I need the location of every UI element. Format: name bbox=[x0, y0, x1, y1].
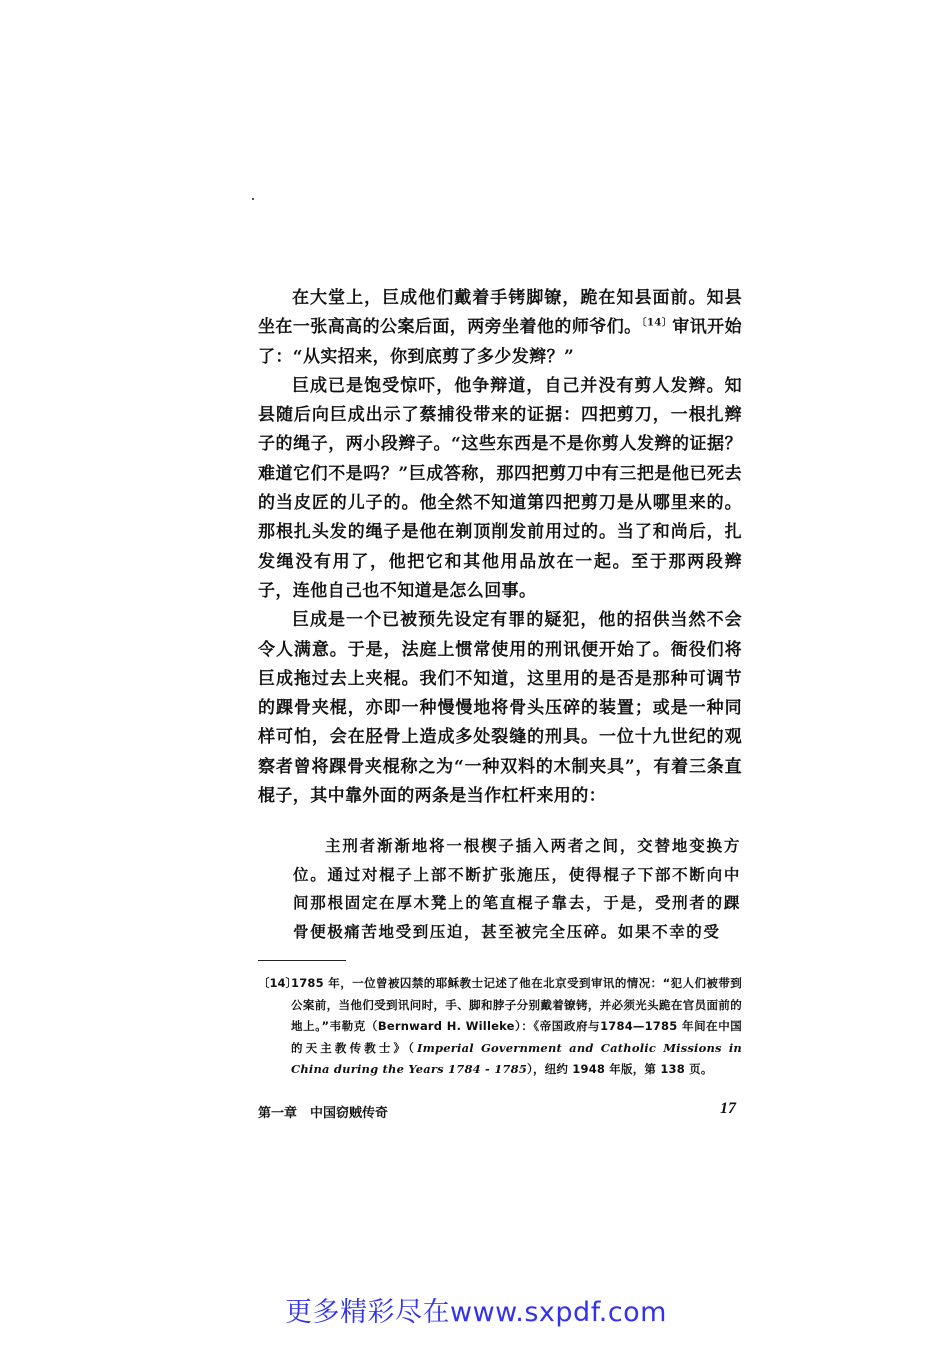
footnote-text-b: ），纽约 1948 年版，第 138 页。 bbox=[527, 1062, 713, 1076]
main-text bbox=[258, 284, 742, 811]
footnote-divider bbox=[258, 960, 346, 961]
paragraph-3: 巨成是一个已被预先设定有罪的疑犯，他的招供当然不会令人满意。于是，法庭上惯常使用的刑讯便开始了。衙役们将巨成拖过去上夹棍。我们不知道，这里用的是否是那种可调节的踝骨夹棍，亦即一种慢慢地将骨头压碎的装置；或是一种同样可怕，会在胫骨上造成多处裂缝的刑具。一位十九世纪的观察者曾将踝骨夹棍称之为“一种双料的木制夹具”，有着三条直棍子，其中靠外面的两条是当作杠杆来用的： bbox=[258, 610, 742, 807]
page-footer bbox=[258, 1100, 742, 1124]
paragraph-2: 巨成已是饱受惊吓，他争辩道，自己并没有剪人发辫。知县随后向巨成出示了蔡捕役带来的证据：四把剪刀，一根扎辫子的绳子，两小段辫子。“这些东西是不是你剪人发辫的证据？难道它们不是吗？”巨成答称，那四把剪刀中有三把是他已死去的当皮匠的儿子的。他全然不知道第四把剪刀是从哪里来的。那根扎头发的绳子是他在剃顶削发前用过的。当了和尚后，扎发绳没有用了，他把它和其他用品放在一起。至于那两段辫子，连他自己也不知道是怎么回事。 bbox=[258, 375, 742, 601]
scan-speck bbox=[252, 198, 254, 200]
footnote bbox=[258, 973, 742, 1081]
footnote-reference: 〔14〕 bbox=[641, 317, 673, 329]
paragraph-1-text-cont: 审讯开始了：“从实招来，你到底剪了多少发辫？” bbox=[258, 317, 742, 367]
paragraph-1 bbox=[258, 284, 742, 372]
footnote-text-a: 1785 年，一位曾被囚禁的耶稣教士记述了他在北京受到审讯的情况：“犯人们被带到公案前，当他们受到讯问时，手、脚和脖子分别戴着镣铐，并必须光头跪在官员面前的地上。”韦勒克（Bernward H. Willeke）：《帝国政府与1784—1785 年间在中国的天主教传教士》（ bbox=[291, 976, 742, 1055]
running-chapter-title: 第一章 中国窃贼传奇 bbox=[258, 1106, 389, 1121]
footnote-english-title: Imperial Government and Catholic Missions in China during the Years 1784 - 1785 bbox=[291, 1040, 742, 1076]
paragraph-1-text: 在大堂上，巨成他们戴着手铐脚镣，跪在知县面前。知县坐在一张高高的公案后面，两旁坐着他的师爷们。 bbox=[258, 288, 742, 338]
footnote-text bbox=[291, 973, 742, 1081]
block-quote: 主刑者渐渐地将一根楔子插入两者之间，交替地变换方位。通过对棍子上部不断扩张施压，使得棍子下部不断向中间那根固定在厚木凳上的笔直棍子靠去，于是，受刑者的踝骨便极痛苦地受到压迫，甚至被完全压碎。如果不幸的受 bbox=[293, 837, 741, 942]
footnote-number: 〔14〕 bbox=[258, 976, 298, 990]
page-number: 17 bbox=[720, 1100, 736, 1117]
watermark-link[interactable]: 更多精彩尽在www.sxpdf.com bbox=[285, 1297, 667, 1328]
